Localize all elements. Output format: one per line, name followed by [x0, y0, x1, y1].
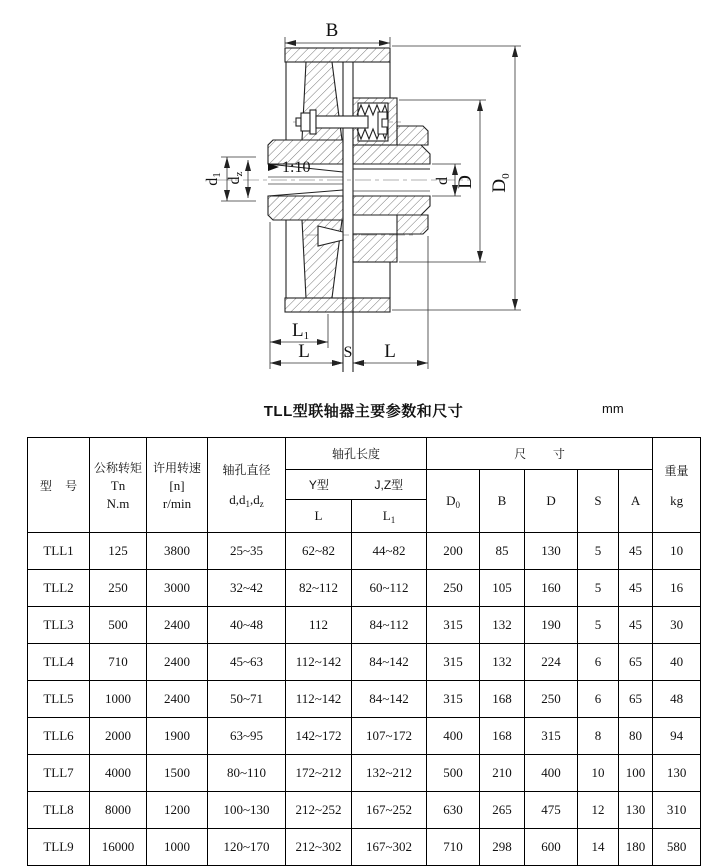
model-cell: TLL9: [28, 829, 90, 866]
left-hub-bottom: [268, 196, 343, 220]
value-cell: 16: [653, 570, 701, 607]
value-cell: 580: [653, 829, 701, 866]
value-cell: 8: [578, 718, 619, 755]
right-flange-lip-top: [397, 126, 428, 145]
bolt-nut: [301, 113, 310, 131]
value-cell: 112~142: [286, 644, 352, 681]
value-cell: 107~172: [352, 718, 427, 755]
coupling-drawing: [0, 0, 725, 398]
value-cell: 112~142: [286, 681, 352, 718]
value-cell: 63~95: [208, 718, 286, 755]
value-cell: 3000: [147, 570, 208, 607]
title-row: [27, 400, 700, 422]
value-cell: 630: [427, 792, 480, 829]
value-cell: 8000: [90, 792, 147, 829]
header-col-l: L: [286, 500, 352, 533]
header-col-l1: $L_1$: [352, 500, 427, 533]
table-row: [28, 607, 701, 644]
value-cell: 100~130: [208, 792, 286, 829]
value-cell: 65: [619, 681, 653, 718]
header-col-s: S: [578, 470, 619, 533]
value-cell: 130: [653, 755, 701, 792]
value-cell: 10: [653, 533, 701, 570]
bore-diameter-symbols: $d,d_1,d_z$: [229, 492, 264, 509]
value-cell: 250: [525, 681, 578, 718]
value-cell: 60~112: [352, 570, 427, 607]
value-cell: 310: [653, 792, 701, 829]
bolt-shaft: [316, 116, 368, 128]
brake-wheel-rim-top: [285, 48, 390, 62]
table-row: [28, 792, 701, 829]
value-cell: 40: [653, 644, 701, 681]
value-cell: 130: [525, 533, 578, 570]
value-cell: 120~170: [208, 829, 286, 866]
value-cell: 10: [578, 755, 619, 792]
value-cell: 212~302: [286, 829, 352, 866]
value-cell: 167~302: [352, 829, 427, 866]
value-cell: 475: [525, 792, 578, 829]
value-cell: 85: [480, 533, 525, 570]
value-cell: 132: [480, 644, 525, 681]
table-row: [28, 829, 701, 866]
header-shaft-types: [286, 470, 427, 500]
value-cell: 105: [480, 570, 525, 607]
value-cell: 45: [619, 607, 653, 644]
value-cell: 172~212: [286, 755, 352, 792]
header-col-a: A: [619, 470, 653, 533]
model-cell: TLL3: [28, 607, 90, 644]
table-row: [28, 570, 701, 607]
value-cell: 1900: [147, 718, 208, 755]
taper-bore-bottom: [268, 190, 343, 196]
value-cell: 400: [427, 718, 480, 755]
header-col-b: B: [480, 470, 525, 533]
value-cell: 82~112: [286, 570, 352, 607]
model-cell: TLL2: [28, 570, 90, 607]
value-cell: 62~82: [286, 533, 352, 570]
value-cell: 265: [480, 792, 525, 829]
value-cell: 400: [525, 755, 578, 792]
lower-housing: [353, 234, 397, 262]
value-cell: 167~252: [352, 792, 427, 829]
value-cell: 500: [427, 755, 480, 792]
value-cell: 210: [480, 755, 525, 792]
header-torque: 公称转矩 Tn N.m: [90, 438, 147, 533]
header-dimensions: 尺 寸: [427, 438, 653, 470]
value-cell: 1000: [147, 829, 208, 866]
right-hub-bottom: [353, 196, 430, 215]
dim-label-b: B: [325, 20, 339, 41]
value-cell: 5: [578, 570, 619, 607]
value-cell: 84~112: [352, 607, 427, 644]
value-cell: 12: [578, 792, 619, 829]
value-cell: 130: [619, 792, 653, 829]
table-header: [28, 438, 701, 533]
value-cell: 44~82: [352, 533, 427, 570]
value-cell: 5: [578, 607, 619, 644]
model-cell: TLL7: [28, 755, 90, 792]
right-flange-lip-bottom: [397, 215, 428, 234]
value-cell: 125: [90, 533, 147, 570]
value-cell: 4000: [90, 755, 147, 792]
value-cell: 2400: [147, 644, 208, 681]
dim-label-l1: L1: [292, 320, 310, 342]
value-cell: 1000: [90, 681, 147, 718]
coupling-cross-section: [0, 0, 725, 398]
model-cell: TLL4: [28, 644, 90, 681]
value-cell: 50~71: [208, 681, 286, 718]
header-type-y: Y型: [308, 478, 329, 492]
value-cell: 65: [619, 644, 653, 681]
value-cell: 6: [578, 681, 619, 718]
value-cell: 315: [525, 718, 578, 755]
model-cell: TLL8: [28, 792, 90, 829]
value-cell: 80: [619, 718, 653, 755]
parameter-table: [27, 437, 701, 866]
value-cell: 315: [427, 681, 480, 718]
value-cell: 250: [427, 570, 480, 607]
bolt-tip: [296, 118, 301, 126]
value-cell: 45~63: [208, 644, 286, 681]
right-hub-top: [353, 145, 430, 164]
brake-wheel-rim-bottom: [285, 298, 390, 312]
value-cell: 94: [653, 718, 701, 755]
table-row: [28, 718, 701, 755]
model-cell: TLL1: [28, 533, 90, 570]
value-cell: 180: [619, 829, 653, 866]
value-cell: 45: [619, 570, 653, 607]
header-bore-length: 轴孔长度: [286, 438, 427, 470]
value-cell: 80~110: [208, 755, 286, 792]
value-cell: 132: [480, 607, 525, 644]
value-cell: 298: [480, 829, 525, 866]
header-col-d0: $D_0$: [427, 470, 480, 533]
dim-label-l-left: L: [298, 341, 310, 362]
table-row: [28, 681, 701, 718]
header-type-jz: J,Z型: [374, 478, 404, 492]
value-cell: 190: [525, 607, 578, 644]
taper-label: 1:10: [282, 159, 311, 176]
model-cell: TLL5: [28, 681, 90, 718]
page-title: TLL型联轴器主要参数和尺寸: [263, 403, 464, 420]
value-cell: 315: [427, 607, 480, 644]
value-cell: 5: [578, 533, 619, 570]
value-cell: 1200: [147, 792, 208, 829]
value-cell: 600: [525, 829, 578, 866]
value-cell: 168: [480, 718, 525, 755]
value-cell: 100: [619, 755, 653, 792]
table-row: [28, 533, 701, 570]
value-cell: 14: [578, 829, 619, 866]
value-cell: 142~172: [286, 718, 352, 755]
value-cell: 2400: [147, 681, 208, 718]
value-cell: 45: [619, 533, 653, 570]
value-cell: 132~212: [352, 755, 427, 792]
value-cell: 710: [90, 644, 147, 681]
unit-label: mm: [602, 401, 624, 416]
value-cell: 710: [427, 829, 480, 866]
value-cell: 1500: [147, 755, 208, 792]
dim-label-s: S: [343, 344, 353, 361]
value-cell: 84~142: [352, 681, 427, 718]
dim-label-d0: $D_0$: [489, 173, 512, 193]
header-col-d: D: [525, 470, 578, 533]
value-cell: 2000: [90, 718, 147, 755]
dim-label-l-right: L: [384, 341, 396, 362]
value-cell: 30: [653, 607, 701, 644]
value-cell: 160: [525, 570, 578, 607]
dim-label-dz: dz: [226, 171, 245, 185]
model-cell: TLL6: [28, 718, 90, 755]
table-body: [28, 533, 701, 866]
dim-label-d-bore: d: [434, 177, 451, 185]
value-cell: 40~48: [208, 607, 286, 644]
bolt-washer: [310, 110, 316, 134]
table-row: [28, 755, 701, 792]
header-bore-diameter: 轴孔直径 $d,d_1,d_z$: [208, 438, 286, 533]
dim-label-d-outer: D: [455, 175, 476, 189]
dim-label-d1: d1: [204, 172, 223, 186]
header-weight: 重量 kg: [653, 438, 701, 533]
value-cell: 25~35: [208, 533, 286, 570]
value-cell: 500: [90, 607, 147, 644]
header-speed: 许用转速 [n] r/min: [147, 438, 208, 533]
value-cell: 84~142: [352, 644, 427, 681]
table-row: [28, 644, 701, 681]
value-cell: 168: [480, 681, 525, 718]
value-cell: 200: [427, 533, 480, 570]
value-cell: 212~252: [286, 792, 352, 829]
value-cell: 48: [653, 681, 701, 718]
value-cell: 112: [286, 607, 352, 644]
value-cell: 250: [90, 570, 147, 607]
value-cell: 224: [525, 644, 578, 681]
value-cell: 3800: [147, 533, 208, 570]
header-model: 型 号: [28, 438, 90, 533]
value-cell: 2400: [147, 607, 208, 644]
value-cell: 6: [578, 644, 619, 681]
value-cell: 16000: [90, 829, 147, 866]
value-cell: 315: [427, 644, 480, 681]
value-cell: 32~42: [208, 570, 286, 607]
